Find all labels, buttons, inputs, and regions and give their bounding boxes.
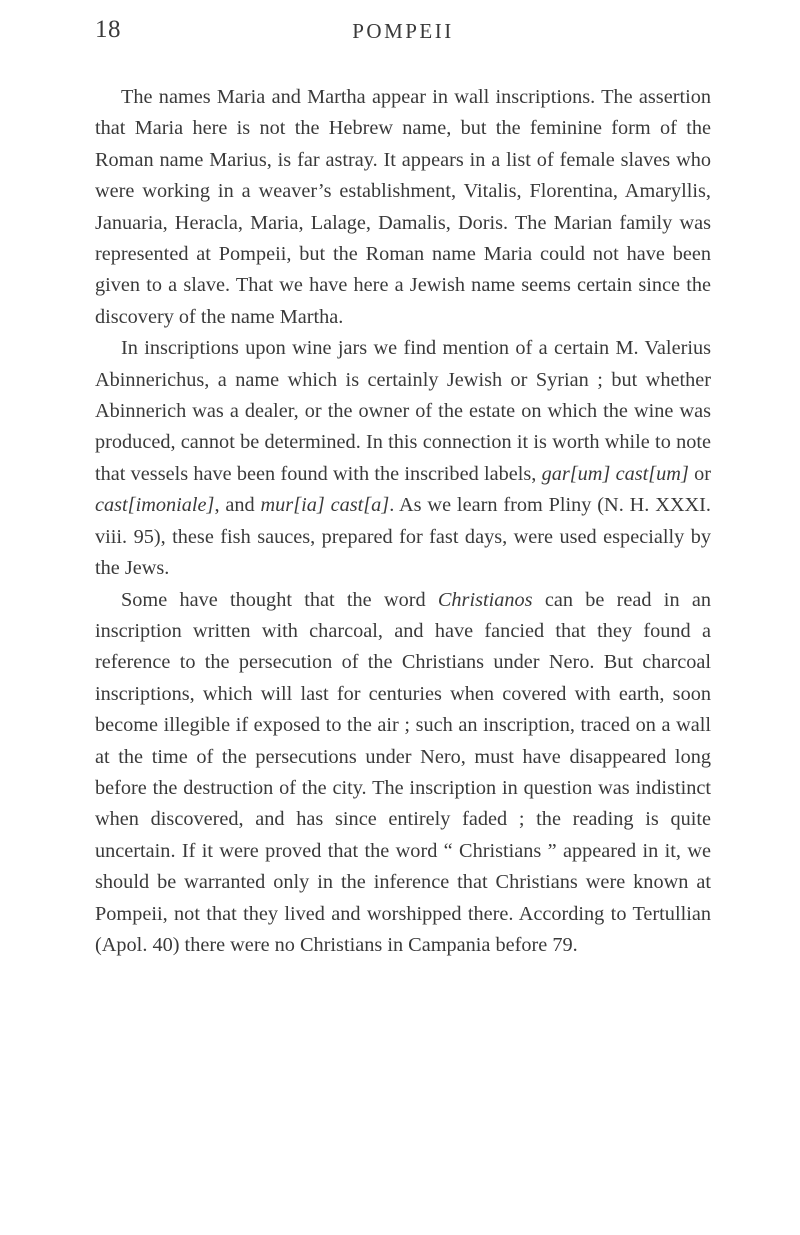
latin-word-christianos: Christianos (437, 588, 533, 611)
latin-label-castimoniale: cast[imoniale] (95, 494, 215, 517)
paragraph-3 (95, 585, 711, 962)
paragraph-1: The names Maria and Martha appear in wall inscriptions. The assertion that Maria here is not the Hebrew name, but the feminine form of the Roman name Marius, is far astray. It appears in a list of female slaves who were working in a weaver’s establishment, Vitalis, Florentina, Amaryllis, Januaria, Heracla, Maria, Lalage, Damalis, Doris. The Marian family was represented at Pompeii, but the Roman name Maria could not have been given to a slave. That we have here a Jewish name seems certain since the discovery of the name Martha. (95, 86, 711, 328)
running-head: POMPEII (352, 19, 454, 43)
paragraph-3-text-1: Some have thought that the word (121, 588, 438, 611)
paragraph-2 (95, 333, 711, 584)
paragraph-2-text-2: or (688, 462, 711, 485)
paragraph-3-text-2: can be read in an inscription written with charcoal, and have fancied that they found a reference to the persecution of the Christians under Nero. But charcoal inscriptions, which will last for centuries when covered with earth, soon become illegible if exposed to the air ; such an inscription, traced on a wall at the time of the persecutions under Nero, must have disappeared long before the destruction of the city. The inscription in question was indistinct when discovered, and has since entirely faded ; the reading is quite uncertain. If it were proved that the word “ Christians ” appeared in it, we should be warranted only in the inference that Christians were known at Pompeii, not that they lived and worshipped there. According to Tertullian (Apol. 40) there were no Christians in Campania before 79. (95, 588, 711, 956)
body-text (95, 82, 711, 961)
paragraph-2-text-3: , and (214, 494, 261, 517)
page-number: 18 (95, 16, 121, 43)
latin-label-muria-casta: mur[ia] cast[a] (260, 494, 390, 517)
latin-label-garum-castum: gar[um] cast[um] (541, 462, 689, 485)
paragraph-2-text-4: . As we learn from Pliny (N. H. XXXI. viii. 95), these fish sauces, prepared for fast days, were used especially by the Jews. (95, 494, 711, 580)
page-header (95, 16, 711, 52)
paragraph-2-text-1: In inscriptions upon wine jars we find mention of a certain M. Valerius Abinnerichus, a name which is certainly Jewish or Syrian ; but whether Abinnerich was a dealer, or the owner of the estate on which the wine was produced, cannot be determined. In this connection it is worth while to note that vessels have been found with the inscribed labels, (95, 337, 711, 485)
